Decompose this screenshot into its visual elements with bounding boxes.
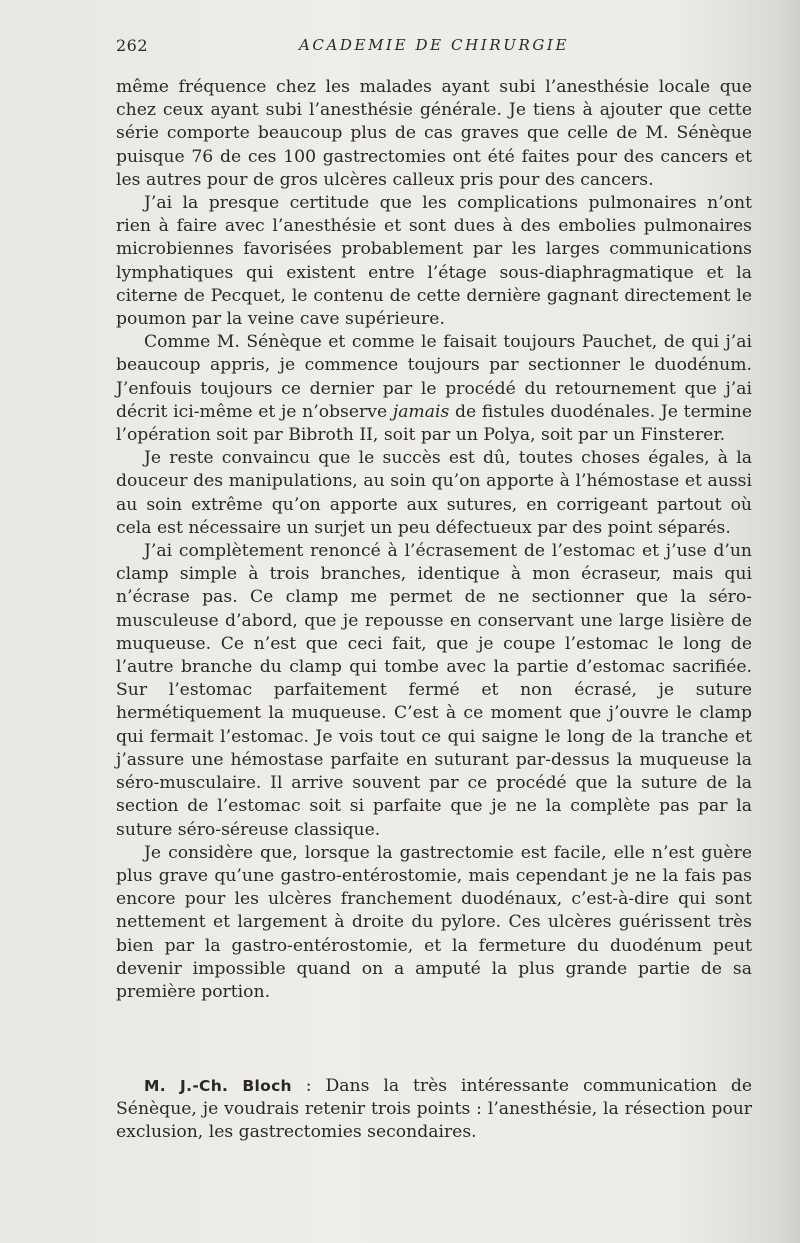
speaker-name: M. J.-Ch. Bloch [144,1077,292,1095]
page-header [116,36,752,58]
paragraph-pulmonary-complications: J’ai la presque certitude que les complications pulmonaires n’ont rien à faire avec l’anesthésie et sont dues à des embolies pulmonaires microbiennes favorisées probablement par les larges communications lymphatiques qui existent entre l’étage sous-diaphragmatique et la citerne de Pecquet, le contenu de cette dernière gagnant directement le poumon par la veine cave supérieure. [116,193,752,330]
paragraph-gastrectomy-conclusion: Je considère que, lorsque la gastrectomie est facile, elle n’est guère plus grave qu’une gastro-entérostomie, mais cependant je ne la fais pas encore pour les ulcères franchement duodénaux, c’est-à-dire qui sont nettement et largement à droite du pylore. Ces ulcères guérissent très bien par la gastro-entérostomie, et la fermeture du duodénum peut devenir impossible quand on a amputé la plus grande partie de sa première portion. [116,842,752,1002]
speaker-text: : Dans la très intéressante communication de Sénèque, je voudrais retenir trois points : l’anesthésie, la résection pour exclusion, les gastrectomies secondaires. [116,1076,752,1143]
paragraph-duodenum-section [116,331,752,447]
paragraph-text-segment: de fistules duodénales. Je termine l’opération soit par Bibroth II, soit par un Polya, soit par un Finsterer. [116,401,753,446]
running-title: ACADEMIE DE CHIRURGIE [298,36,570,54]
paragraph-continued: même fréquence chez les malades ayant subi l’anesthésie locale que chez ceux ayant subi l’anesthésie générale. Je tiens à ajouter que cette série comporte beaucoup plus de cas graves que celle de M. Sénèque puisque 76 de ces 100 gastrectomies ont été faites pour des cancers et les autres pour de gros ulcères calleux pris pour des cancers. [116,77,752,190]
speaker-paragraph [116,1075,752,1145]
paragraph-clamp-technique: J’ai complètement renoncé à l’écrasement de l’estomac et j’use d’un clamp simple à trois branches, identique à mon écraseur, mais qui n’écrase pas. Ce clamp me permet de ne sectionner que la séro-musculeuse d’abord, que je repousse en conservant une large lisière de muqueuse. Ce n’est que ceci fait, que je coupe l’estomac le long de l’autre branche du clamp qui tombe avec la partie d’estomac sacrifiée. Sur l’estomac parfaitement fermé et non écrasé, je suture hermétiquement la muqueuse. C’est à ce moment que j’ouvre le clamp qui fermait l’estomac. Je vois tout ce qui saigne le long de la tranche et j’assure une hémostase parfaite en suturant par-dessus la muqueuse la séro-musculaire. Il arrive souvent par ce procédé que la suture de la section de l’estomac soit si parfaite que je ne la complète pas par la suture séro-séreuse classique. [116,541,752,840]
emphasized-word: jamais [392,401,450,422]
body-text [116,76,752,1004]
speaker-section [116,1075,752,1145]
paragraph-success-factors: Je reste convaincu que le succès est dû, toutes choses égales, à la douceur des manipulations, au soin qu’on apporte à l’hémostase et aussi au soin extrême qu’on apporte aux sutures, en corrigeant partout où cela est nécessaire un surjet un peu défectueux par des point séparés. [116,448,752,538]
page-number: 262 [116,36,149,55]
paragraph-text-segment: Comme M. Sénèque et comme le faisait toujours Pauchet, de qui j’ai beaucoup appris, je commence toujours par sectionner le duodénum. J’enfouis toujours ce dernier par le procédé du retournement que j’ai décrit ici-même et je n’observe [116,332,752,422]
